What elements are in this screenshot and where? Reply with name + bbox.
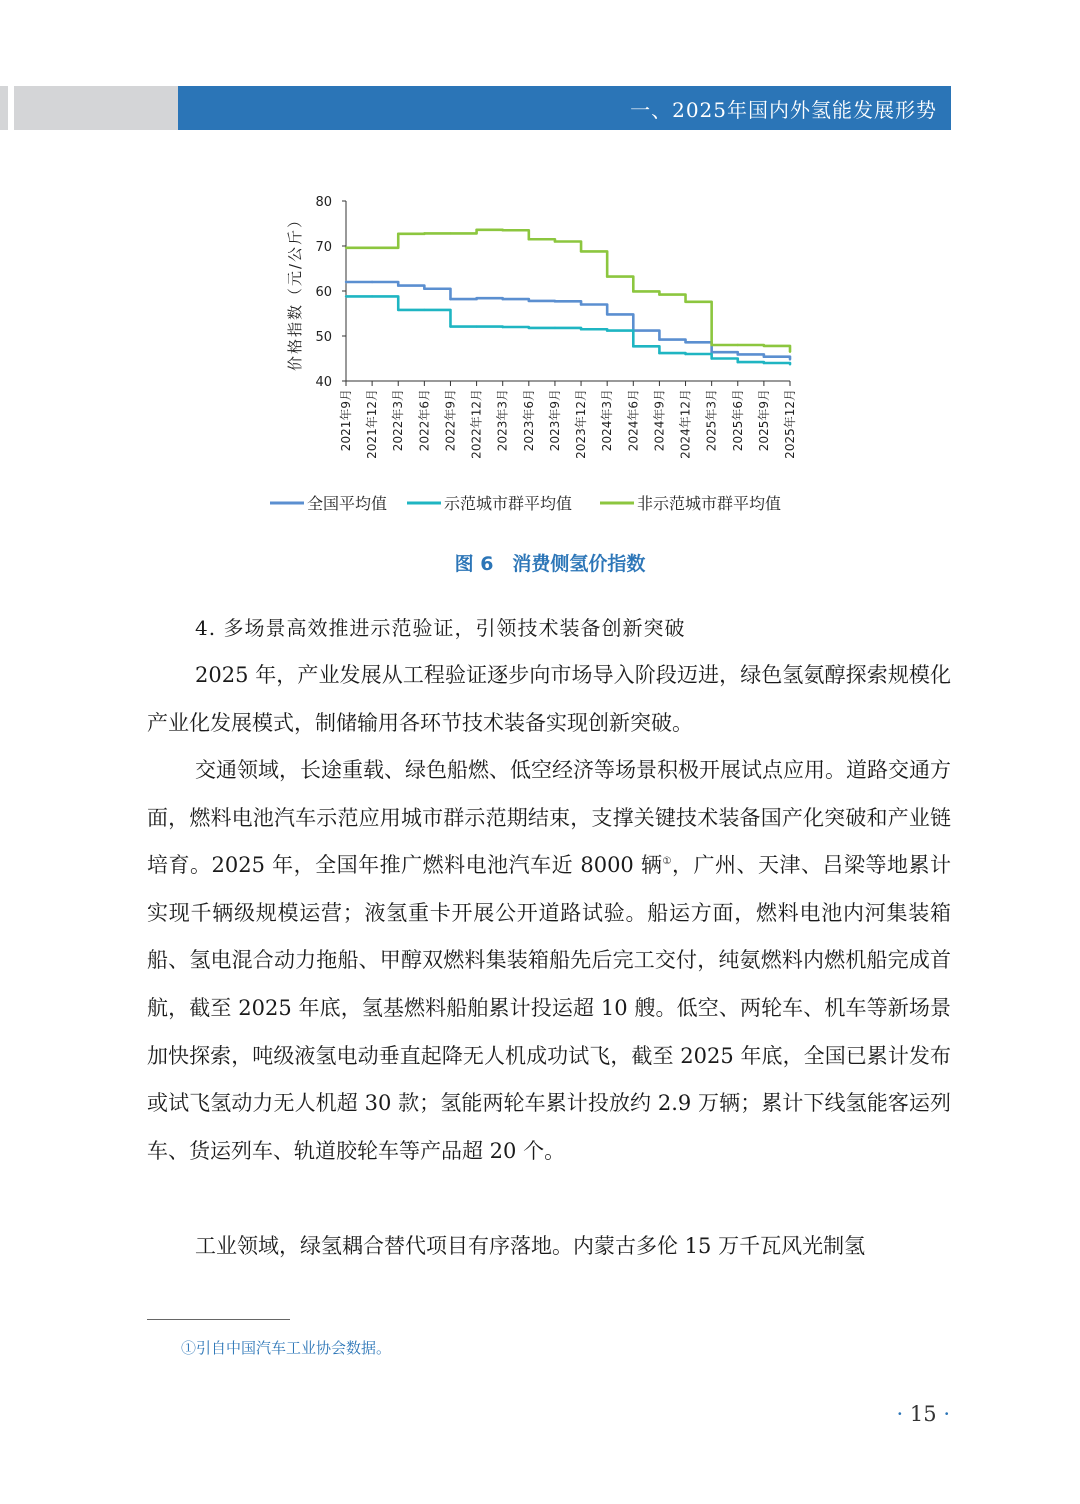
series-line-2 bbox=[346, 230, 790, 352]
x-tick-label: 2024年12月 bbox=[678, 389, 693, 459]
data-point bbox=[423, 309, 425, 311]
data-point bbox=[737, 344, 739, 346]
data-point bbox=[397, 309, 399, 311]
y-tick-label: 50 bbox=[315, 330, 332, 345]
data-point bbox=[606, 275, 608, 277]
legend-label-1: 示范城市群平均值 bbox=[444, 494, 573, 513]
footnote-rule bbox=[147, 1319, 290, 1320]
data-point bbox=[632, 345, 634, 347]
legend-label-0: 全国平均值 bbox=[307, 494, 388, 513]
data-point bbox=[658, 338, 660, 340]
y-tick-label: 80 bbox=[315, 195, 332, 210]
x-tick-label: 2021年12月 bbox=[365, 389, 380, 459]
data-point bbox=[449, 325, 451, 327]
data-point bbox=[763, 356, 765, 358]
data-point bbox=[710, 344, 712, 346]
data-point bbox=[580, 303, 582, 305]
paragraph-2-text-a: 交通领域，长途重载、绿色船燃、低空经济等场景积极开展试点应用。道路交通方面，燃料电池汽车示范应用城市群示范期结束，支撑关键技术装备国产化突破和产业链培育。2025 年，全国年推广燃料电池汽车近 8000 辆 bbox=[147, 758, 951, 878]
x-tick-label: 2022年3月 bbox=[391, 389, 406, 452]
paragraph-2 bbox=[147, 747, 951, 1175]
paragraph-3-text: 工业领域，绿氢耦合替代项目有序落地。内蒙古多伦 15 万千瓦风光制氢 bbox=[195, 1234, 866, 1258]
data-point bbox=[502, 326, 504, 328]
x-tick-label: 2025年6月 bbox=[730, 389, 745, 452]
data-point bbox=[423, 232, 425, 234]
data-point bbox=[475, 297, 477, 299]
paragraph-1-text: 2025 年，产业发展从工程验证逐步向市场导入阶段迈进，绿色氢氨醇探索规模化产业化发展模式，制储输用各环节技术装备实现创新突破。 bbox=[147, 663, 951, 735]
y-tick-label: 60 bbox=[315, 285, 332, 300]
paragraph-1 bbox=[147, 652, 951, 747]
data-point bbox=[371, 295, 373, 297]
x-tick-label: 2022年9月 bbox=[443, 389, 458, 452]
data-point bbox=[345, 247, 347, 249]
data-point bbox=[371, 281, 373, 283]
x-tick-label: 2024年6月 bbox=[626, 389, 641, 452]
section-heading: 4. 多场景高效推进示范验证，引领技术装备创新突破 bbox=[195, 616, 686, 640]
data-point bbox=[528, 300, 530, 302]
x-tick-label: 2021年9月 bbox=[339, 389, 353, 452]
data-point bbox=[684, 341, 686, 343]
header-notch bbox=[8, 86, 14, 130]
paragraph-2-text-b: ，广州、天津、吕梁等地累计实现千辆级规模运营；液氢重卡开展公开道路试验。船运方面，燃料电池内河集装箱船、氢电混合动力拖船、甲醇双燃料集装箱船先后完工交付，纯氨燃料内燃机船完成首航，截至 2025 年底，氢基燃料船舶累计投运超 10 艘。低空、两轮车、机车等新场景加快探索，吨级液氢电动垂直起降无人机成功试飞，截至 2025 年底，全国已累计发布或试飞氢动力无人机超 30 款；氢能两轮车累计投放约 2.9 万辆；累计下线氢能客运列车、货运列车、轨道胶轮车等产品超 20 个。 bbox=[147, 853, 951, 1163]
header-bar bbox=[178, 86, 951, 130]
data-point bbox=[658, 293, 660, 295]
x-tick-label: 2025年12月 bbox=[783, 389, 797, 459]
data-point bbox=[554, 240, 556, 242]
data-point bbox=[710, 357, 712, 359]
x-tick-label: 2025年3月 bbox=[704, 389, 719, 452]
data-point bbox=[580, 250, 582, 252]
price-index-chart bbox=[270, 185, 840, 530]
data-point bbox=[554, 327, 556, 329]
data-point bbox=[580, 328, 582, 330]
data-point bbox=[449, 232, 451, 234]
series-line-1 bbox=[346, 296, 790, 364]
y-tick-label: 70 bbox=[315, 240, 332, 255]
page-number-value: 15 bbox=[909, 1402, 937, 1426]
data-point bbox=[606, 313, 608, 315]
figure-caption: 图 6 消费侧氢价指数 bbox=[454, 553, 646, 575]
data-point bbox=[789, 363, 791, 365]
x-tick-label: 2022年12月 bbox=[469, 389, 484, 459]
data-point bbox=[554, 300, 556, 302]
x-tick-label: 2022年6月 bbox=[417, 389, 432, 452]
data-point bbox=[632, 290, 634, 292]
data-point bbox=[475, 229, 477, 231]
data-point bbox=[737, 361, 739, 363]
x-tick-label: 2023年6月 bbox=[521, 389, 536, 452]
data-point bbox=[763, 362, 765, 364]
data-point bbox=[528, 327, 530, 329]
data-point bbox=[397, 233, 399, 235]
x-tick-label: 2025年9月 bbox=[756, 389, 771, 452]
data-point bbox=[684, 301, 686, 303]
x-tick-label: 2023年12月 bbox=[574, 389, 589, 459]
data-point bbox=[606, 329, 608, 331]
data-point bbox=[475, 325, 477, 327]
data-point bbox=[345, 295, 347, 297]
paragraph-3 bbox=[147, 1223, 951, 1271]
series-line-0 bbox=[346, 282, 790, 359]
y-tick-label: 40 bbox=[315, 375, 332, 390]
page-dot-left: · bbox=[896, 1402, 904, 1426]
footnote: ①引自中国汽车工业协会数据。 bbox=[181, 1339, 392, 1357]
x-tick-label: 2024年9月 bbox=[652, 389, 667, 452]
header-gray-tab bbox=[0, 86, 178, 130]
data-point bbox=[763, 345, 765, 347]
legend-label-2: 非示范城市群平均值 bbox=[637, 494, 782, 513]
data-point bbox=[397, 284, 399, 286]
y-axis-label: 价格指数（元/公斤） bbox=[286, 210, 304, 372]
data-point bbox=[789, 351, 791, 353]
data-point bbox=[345, 281, 347, 283]
data-point bbox=[449, 298, 451, 300]
x-tick-label: 2023年3月 bbox=[495, 389, 510, 452]
page-number bbox=[897, 1402, 950, 1426]
data-point bbox=[528, 238, 530, 240]
data-point bbox=[423, 288, 425, 290]
data-point bbox=[502, 229, 504, 231]
data-point bbox=[737, 353, 739, 355]
footnote-ref: ① bbox=[662, 856, 672, 868]
data-point bbox=[658, 352, 660, 354]
section-title: 一、2025年国内外氢能发展形势 bbox=[630, 98, 937, 122]
data-point bbox=[684, 353, 686, 355]
x-tick-label: 2024年3月 bbox=[600, 389, 615, 452]
x-tick-label: 2023年9月 bbox=[547, 389, 562, 452]
data-point bbox=[502, 298, 504, 300]
page-dot-right: · bbox=[943, 1402, 950, 1426]
data-point bbox=[371, 247, 373, 249]
data-point bbox=[789, 358, 791, 360]
